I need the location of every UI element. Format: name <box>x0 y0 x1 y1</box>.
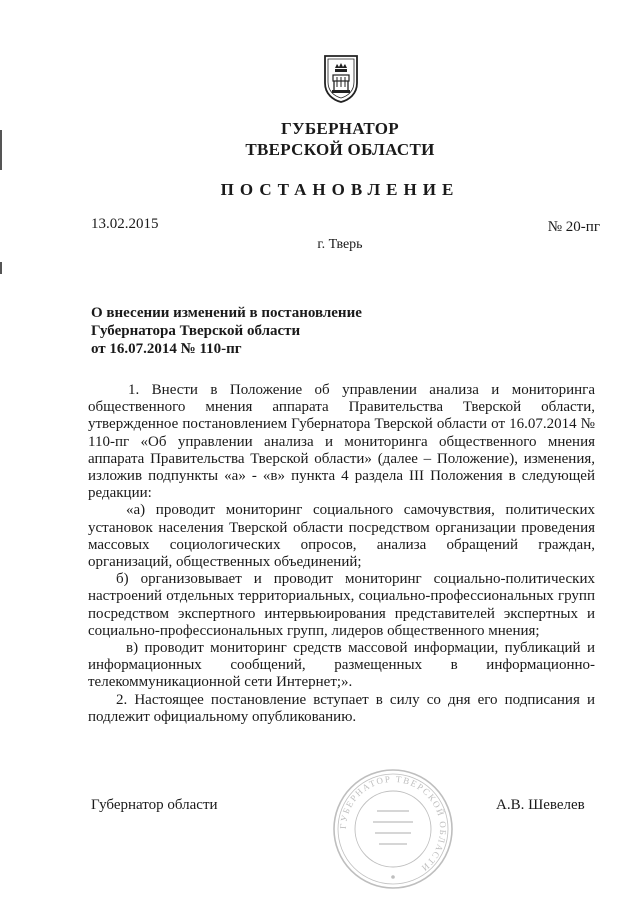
document-number: № 20-пг <box>547 219 600 235</box>
document-place: г. Тверь <box>317 237 363 252</box>
document-subject <box>91 304 362 358</box>
signatory-role: Губернатор области <box>91 797 218 813</box>
issuer-title-line1: ГУБЕРНАТОР <box>281 119 399 138</box>
body-paragraph-5: 2. Настоящее постановление вступает в силу со дня его подписания и подлежит официальному опубликованию. <box>88 691 595 725</box>
signatory-name: А.В. Шевелев <box>496 797 585 813</box>
subject-line: от 16.07.2014 № 110-пг <box>91 341 242 357</box>
document-date: 13.02.2015 <box>91 216 159 232</box>
body-paragraph-1: 1. Внести в Положение об управлении анализа и мониторинга общественного мнения аппарата Правительства Тверской области, утвержденное постановлением Губернатора Тверской области от 16.07.2014 № 110-пг «Об управлении анализа и мониторинга общественного мнения аппарата Правительства Тверской области» (далее – Положение), изменения, изложив подпункты «а» - «в» пункта 4 раздела III Положения в следующей редакции: <box>88 382 595 502</box>
issuer-title-line2: ТВЕРСКОЙ ОБЛАСТИ <box>245 140 435 159</box>
body-paragraph-4: в) проводит мониторинг средств массовой информации, публикаций и информационных сообщений, размещенных в информационно-телекоммуникационной сети Интернет;». <box>88 640 595 691</box>
svg-text:ГУБЕРНАТОР ТВЕРСКОЙ ОБЛАСТИ <box>338 774 448 874</box>
scan-edge-mark <box>0 262 2 274</box>
subject-line: О внесении изменений в постановление <box>91 305 362 321</box>
subject-line: Губернатора Тверской области <box>91 323 301 339</box>
body-paragraph-3: б) организовывает и проводит мониторинг социально-политических настроений отдельных территориальных, социально-профессиональных групп посредством экспертного интервьюирования представителей экспертных и социально-профессиональных групп, лидеров общественного мнения; <box>88 571 595 639</box>
official-seal-stamp <box>331 767 455 891</box>
document-type-heading: ПОСТАНОВЛЕНИЕ <box>220 180 460 199</box>
body-paragraph-2: «а) проводит мониторинг социального самочувствия, политических установок населения Тверской области посредством организации проведения массовых социологических опросов, анализа обращений граждан, организаций, общественных объединений; <box>88 502 595 571</box>
coat-of-arms-icon <box>322 53 360 103</box>
seal-ring-text: ГУБЕРНАТОР ТВЕРСКОЙ ОБЛАСТИ <box>337 773 449 874</box>
document-body <box>88 382 595 726</box>
